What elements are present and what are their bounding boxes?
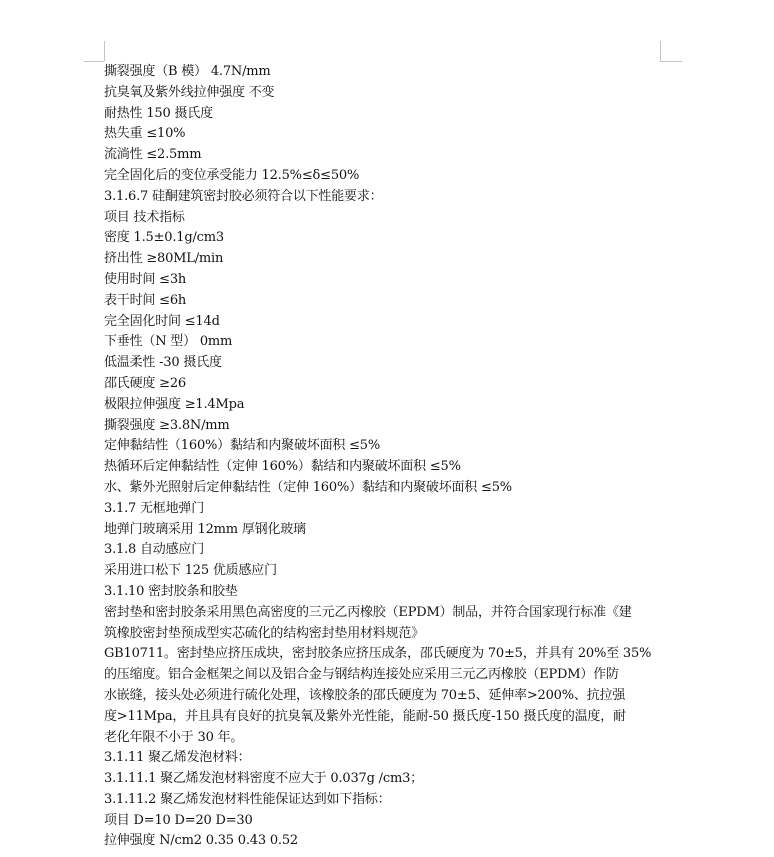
text-line: 挤出性 ≥80ML/min bbox=[104, 251, 224, 267]
paragraph-line: 度>11Mpa，并且具有良好的抗臭氧及紫外光性能，能耐-50 摄氏度-150 摄氏度的温度，耐 bbox=[104, 708, 626, 724]
spec-lines bbox=[104, 62, 660, 603]
text-line: 项目 D=10 D=20 D=30 bbox=[104, 812, 253, 828]
text-line: 耐热性 150 摄氏度 bbox=[104, 105, 213, 121]
text-line: 撕裂强度（B 模） 4.7N/mm bbox=[104, 64, 271, 79]
text-line: 采用进口松下 125 优质感应门 bbox=[104, 563, 277, 579]
text-line: 3.1.10 密封胶条和胶垫 bbox=[104, 583, 238, 599]
paragraph-line: 的压缩度。铝合金框架之间以及铝合金与钢结构连接处应采用三元乙丙橡胶（EPDM）作防 bbox=[104, 667, 619, 683]
text-line: 3.1.11.1 聚乙烯发泡材料密度不应大于 0.037g /cm3； bbox=[104, 771, 423, 787]
text-line: 3.1.11 聚乙烯发泡材料： bbox=[104, 750, 251, 766]
document-body bbox=[104, 62, 660, 852]
crop-mark-top-right-v bbox=[660, 41, 661, 61]
text-line: 水、紫外光照射后定伸黏结性（定伸 160%）黏结和内聚破坏面积 ≤5% bbox=[104, 479, 512, 495]
paragraph-line: 水嵌缝，接头处必须进行硫化处理，该橡胶条的邵氏硬度为 70±5、延伸率>200%、抗拉强 bbox=[104, 687, 626, 703]
foam-material-lines bbox=[104, 748, 660, 852]
text-line: 低温柔性 -30 摄氏度 bbox=[104, 355, 222, 371]
text-line: 热失重 ≤10% bbox=[104, 126, 186, 142]
text-line: 3.1.11.2 聚乙烯发泡材料性能保证达到如下指标： bbox=[104, 791, 391, 807]
text-line: 流淌性 ≤2.5mm bbox=[104, 147, 202, 163]
crop-mark-top-left-h bbox=[84, 61, 104, 62]
text-line: 热循环后定伸黏结性（定伸 160%）黏结和内聚破坏面积 ≤5% bbox=[104, 459, 461, 475]
text-line: 抗臭氧及紫外线拉伸强度 不变 bbox=[104, 84, 275, 100]
text-line: 完全固化后的变位承受能力 12.5%≤δ≤50% bbox=[104, 167, 360, 183]
paragraph-line: 老化年限不小于 30 年。 bbox=[104, 729, 244, 745]
text-line: 下垂性（N 型） 0mm bbox=[104, 334, 233, 350]
text-line: 项目 技术指标 bbox=[104, 209, 185, 225]
text-line: 3.1.6.7 硅酮建筑密封胶必须符合以下性能要求： bbox=[104, 188, 383, 204]
text-line: 使用时间 ≤3h bbox=[104, 271, 187, 287]
text-line: 极限拉伸强度 ≥1.4Mpa bbox=[104, 396, 245, 412]
text-line: 完全固化时间 ≤14d bbox=[104, 313, 220, 329]
text-line: 表干时间 ≤6h bbox=[104, 292, 187, 308]
paragraph-line: 筑橡胶密封垫预成型实芯硫化的结构密封垫用材料规范》 bbox=[104, 625, 425, 641]
text-line: 定伸黏结性（160%）黏结和内聚破坏面积 ≤5% bbox=[104, 438, 381, 454]
text-line: 撕裂强度 ≥3.8N/mm bbox=[104, 417, 230, 433]
text-line: 3.1.8 自动感应门 bbox=[104, 542, 205, 558]
text-line: 地弹门玻璃采用 12mm 厚钢化玻璃 bbox=[104, 521, 306, 537]
sealing-strip-paragraph bbox=[104, 603, 660, 749]
paragraph-line: GB10711。密封垫应挤压成块，密封胶条应挤压成条，邵氏硬度为 70±5，并具有 20%至 35% bbox=[104, 646, 652, 662]
crop-mark-top-right-h bbox=[660, 61, 682, 62]
text-line: 拉伸强度 N/cm2 0.35 0.43 0.52 bbox=[104, 833, 298, 849]
paragraph-line: 密封垫和密封胶条采用黑色高密度的三元乙丙橡胶（EPDM）制品，并符合国家现行标准《建 bbox=[104, 604, 632, 620]
text-line: 密度 1.5±0.1g/cm3 bbox=[104, 230, 224, 246]
text-line: 邵氏硬度 ≥26 bbox=[104, 375, 186, 391]
text-line: 3.1.7 无框地弹门 bbox=[104, 500, 205, 516]
crop-mark-top-left-v bbox=[104, 41, 105, 61]
